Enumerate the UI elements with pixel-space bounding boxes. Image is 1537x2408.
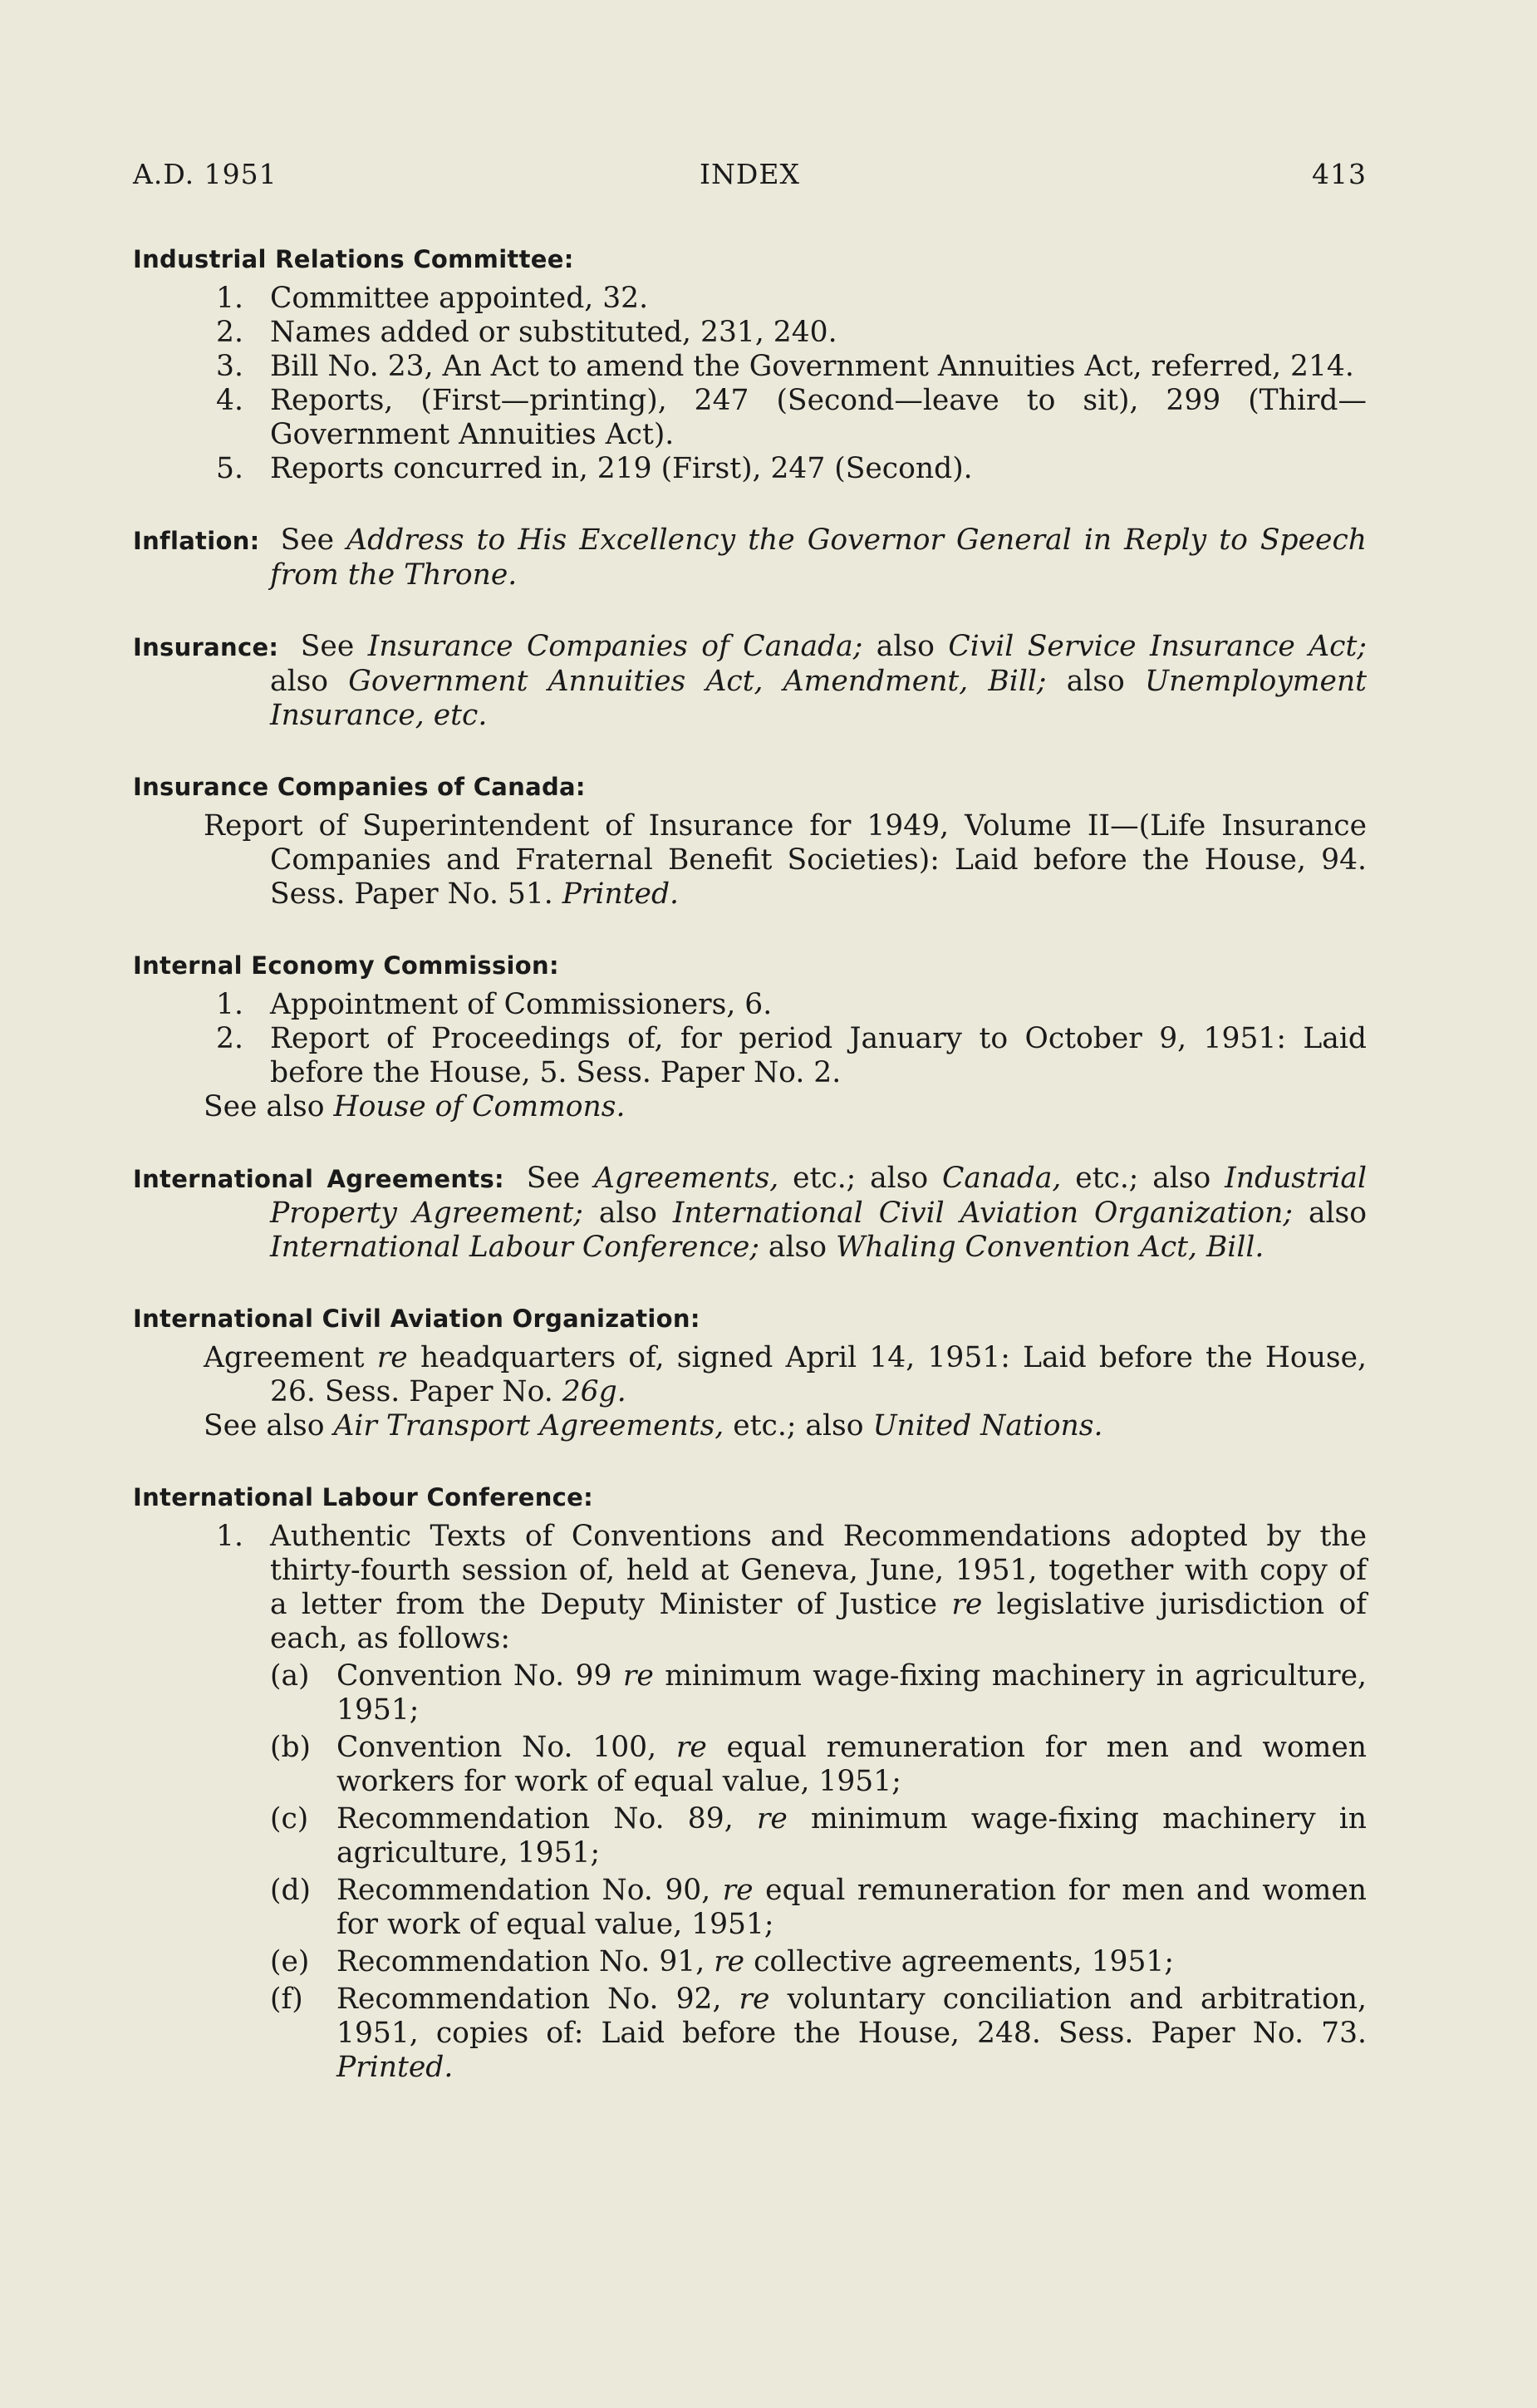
sub-item: (a) Convention No. 99 re minimum wage-fixing machinery in agriculture, 1951; xyxy=(270,1659,1368,1727)
entry-heading: Insurance Companies of Canada: xyxy=(133,773,586,801)
entry-heading: Insurance: xyxy=(133,633,279,661)
entry-heading: International Labour Conference: xyxy=(133,1483,594,1511)
entry-icao xyxy=(133,1302,1367,1443)
entry-international-labour xyxy=(133,1481,1367,2085)
entry-insurance-companies xyxy=(133,770,1367,912)
header-year: A.D. 1951 xyxy=(133,158,277,190)
page-number: 413 xyxy=(1312,158,1367,190)
see-also: See also House of Commons. xyxy=(204,1090,626,1123)
list-item: 4. Reports, (First—printing), 247 (Second—leave to sit), 299 (Third—Government Annuities Act). xyxy=(216,384,1367,451)
entry-heading: International Agreements: xyxy=(133,1165,504,1193)
list-item: 1. Appointment of Commissioners, 6. xyxy=(216,988,773,1021)
cross-reference: Address to His Excellency the Governor General in Reply to Speech from the Throne. xyxy=(270,523,1368,592)
list-item: 2. Names added or substituted, 231, 240. xyxy=(216,316,837,349)
running-head xyxy=(133,158,1367,199)
entry-heading: Industrial Relations Committee: xyxy=(133,245,574,273)
list-item: 5. Reports concurred in, 219 (First), 247 (Second). xyxy=(216,452,973,485)
entry-heading: Internal Economy Commission: xyxy=(133,951,559,980)
entry-heading: Inflation: xyxy=(133,527,260,555)
index-content xyxy=(133,243,1367,2122)
sub-item: (c) Recommendation No. 89, re minimum wage-fixing machinery in agriculture, 1951; xyxy=(270,1802,1368,1870)
sub-item: (f) Recommendation No. 92, re voluntary conciliation and arbitration, 1951, copies of: Laid before the House, 248. Sess. Paper No. 73. Printed. xyxy=(270,1983,1367,2084)
entry-heading: International Civil Aviation Organization: xyxy=(133,1305,700,1333)
sub-item: (b) Convention No. 100, re equal remuneration for men and women workers for work of equal value, 1951; xyxy=(270,1731,1367,1798)
entry-international-agreements: International Agreements: See Agreements, etc.; also Canada, etc.; also Industrial Property Agreement; also International Civil Aviation Organization; also International Labour Conference; also Whaling Convention Act, Bill. xyxy=(133,1162,1368,1264)
list-item: 1. Authentic Texts of Conventions and Recommendations adopted by the thirty-fourth session of, held at Geneva, June, 1951, together with copy of a letter from the Deputy Minister of Justice re legislative jurisdiction of each, as follows: xyxy=(216,1520,1367,1655)
list-item: 1. Committee appointed, 32. xyxy=(216,282,649,315)
sub-item: (d) Recommendation No. 90, re equal remuneration for men and women for work of equal value, 1951; xyxy=(270,1874,1368,1941)
entry-industrial-relations xyxy=(133,243,1367,486)
entry-insurance: Insurance: See Insurance Companies of Canada; also Civil Service Insurance Act; also Government Annuities Act, Amendment, Bill; also Unemployment Insurance, etc. xyxy=(133,630,1368,732)
entry-inflation: Inflation: See Address to His Excellency the Governor General in Reply to Speech from the Throne. xyxy=(133,523,1368,592)
see-also: See also Air Transport Agreements, etc.; also United Nations. xyxy=(204,1409,1103,1442)
entry-internal-economy xyxy=(133,949,1367,1124)
list-item: 2. Report of Proceedings of, for period January to October 9, 1951: Laid before the House, 5. Sess. Paper No. 2. xyxy=(216,1022,1367,1089)
entry-text: Report of Superintendent of Insurance for 1949, Volume II—(Life Insurance Companies and Fraternal Benefit Societies): Laid before the House, 94. Sess. Paper No. 51. Printed. xyxy=(204,809,1367,911)
header-title: INDEX xyxy=(700,158,800,190)
list-item: 3. Bill No. 23, An Act to amend the Government Annuities Act, referred, 214. xyxy=(216,350,1354,383)
sub-item: (e) Recommendation No. 91, re collective agreements, 1951; xyxy=(270,1945,1175,1978)
entry-text: Agreement re headquarters of, signed April 14, 1951: Laid before the House, 26. Sess. Paper No. 26g. xyxy=(204,1341,1368,1408)
